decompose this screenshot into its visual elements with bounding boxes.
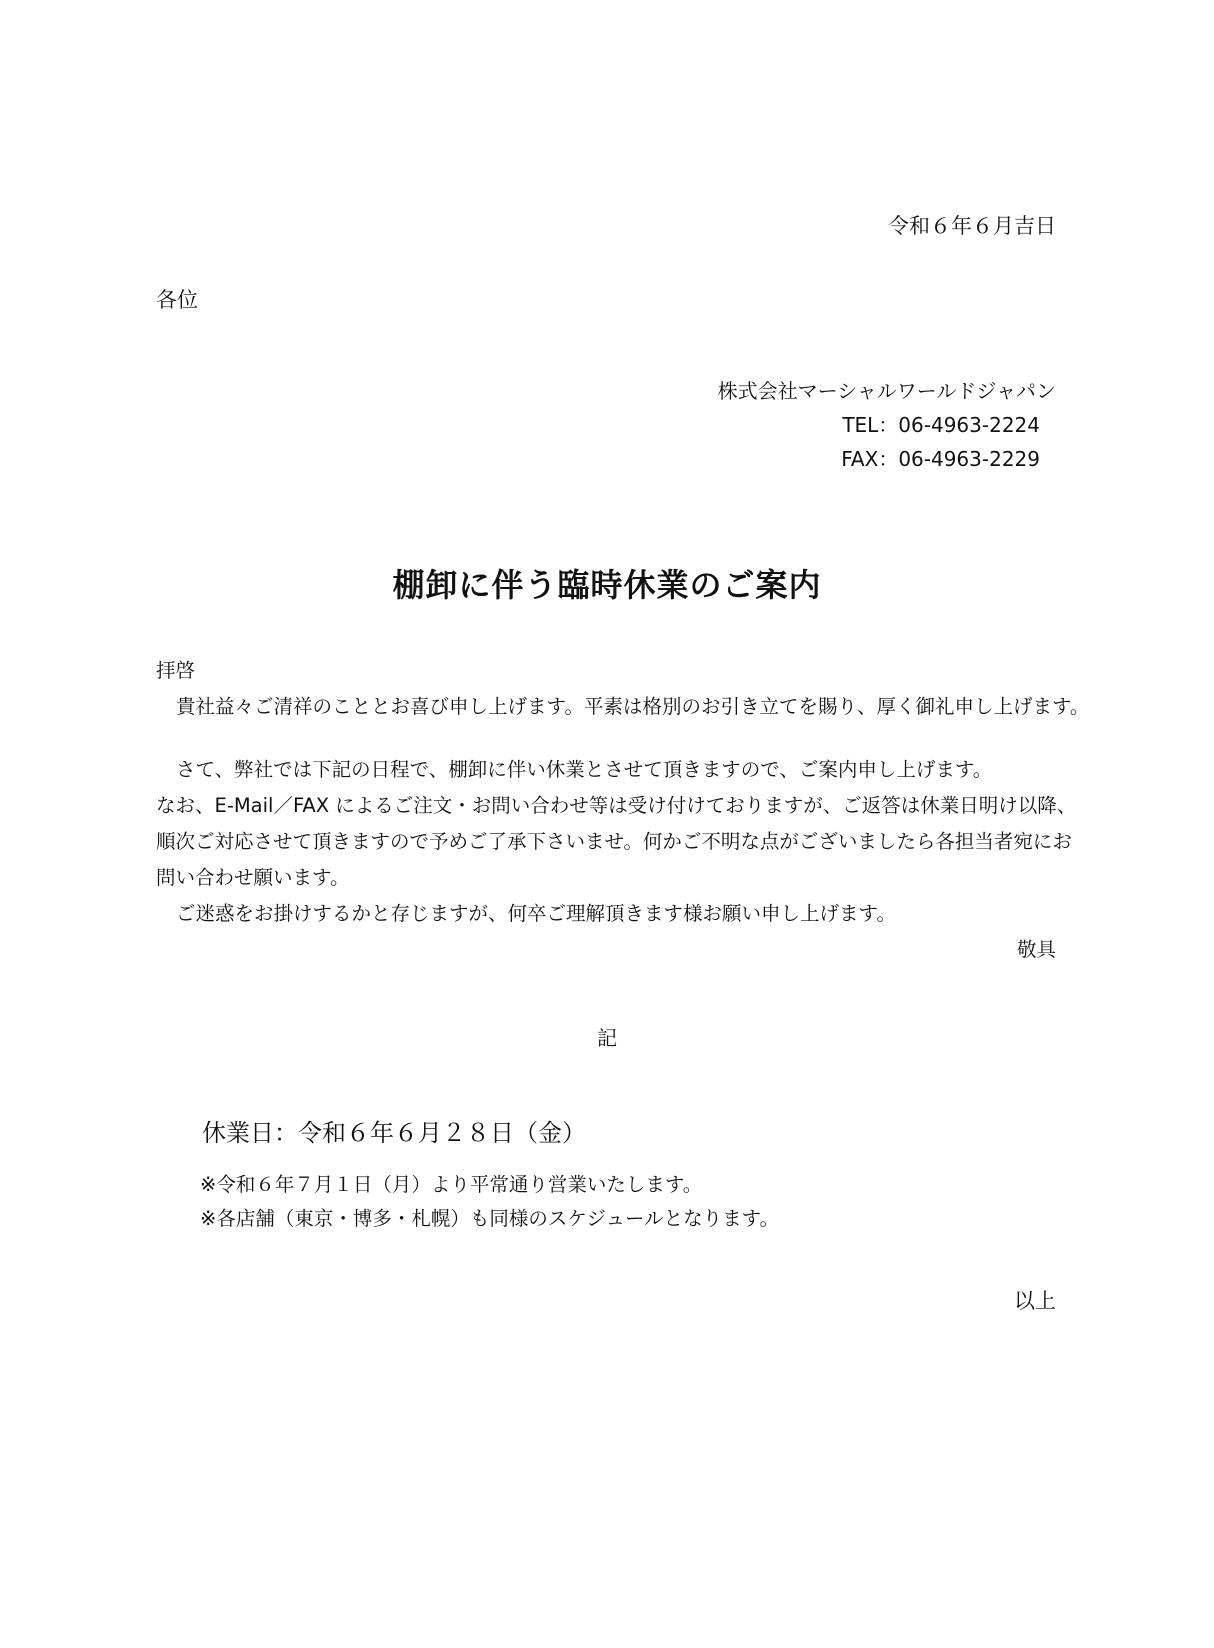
sender-block	[636, 374, 1056, 476]
addressee: 各位	[156, 288, 198, 312]
letter-date: 令和６年６月吉日	[888, 214, 1056, 238]
note-stores: ※各店舗（東京・博多・札幌）も同様のスケジュールとなります。	[200, 1207, 780, 1230]
fax-number: FAX：06-4963-2229	[841, 447, 1040, 471]
holiday-date: 休業日：令和６年６月２８日（金）	[202, 1119, 586, 1147]
apology-paragraph: ご迷惑をお掛けするかと存じますが、何卒ご理解頂きます様お願い申し上げます。	[176, 902, 896, 925]
paragraph-gap	[156, 725, 1056, 752]
greeting-paragraph: 貴社益々ご清祥のこととお喜び申し上げます。平素は格別のお引き立てを賜り、厚く御礼申し上げます。	[176, 695, 1090, 718]
note-reopening: ※令和６年７月１日（月）より平常通り営業いたします。	[200, 1173, 703, 1196]
opening-word: 拝啓	[156, 659, 196, 682]
company-name: 株式会社マーシャルワールドジャパン	[717, 379, 1056, 403]
ki-heading: 記	[597, 1026, 617, 1050]
letter-body	[156, 653, 1090, 968]
notes-block	[200, 1168, 779, 1236]
main-paragraph: さて、弊社では下記の日程で、棚卸に伴い休業とさせて頂きますので、ご案内申し上げます。	[176, 758, 993, 781]
notice-paragraph-line-2: 順次ご対応させて頂きますので予めご了承下さいませ。何かご不明な点がございましたら各担当者宛にお	[156, 830, 1072, 853]
tel-number: TEL：06-4963-2224	[842, 413, 1040, 437]
closing-word: 敬具	[1016, 938, 1056, 961]
document-title: 棚卸に伴う臨時休業のご案内	[392, 566, 822, 604]
notice-paragraph-line-1: なお、E-Mail／FAX によるご注文・お問い合わせ等は受け付けておりますが、ご返答は休業日明け以降、	[156, 794, 1077, 817]
notice-paragraph-line-3: 問い合わせ願います。	[156, 866, 350, 889]
end-marker: 以上	[1014, 1289, 1056, 1313]
